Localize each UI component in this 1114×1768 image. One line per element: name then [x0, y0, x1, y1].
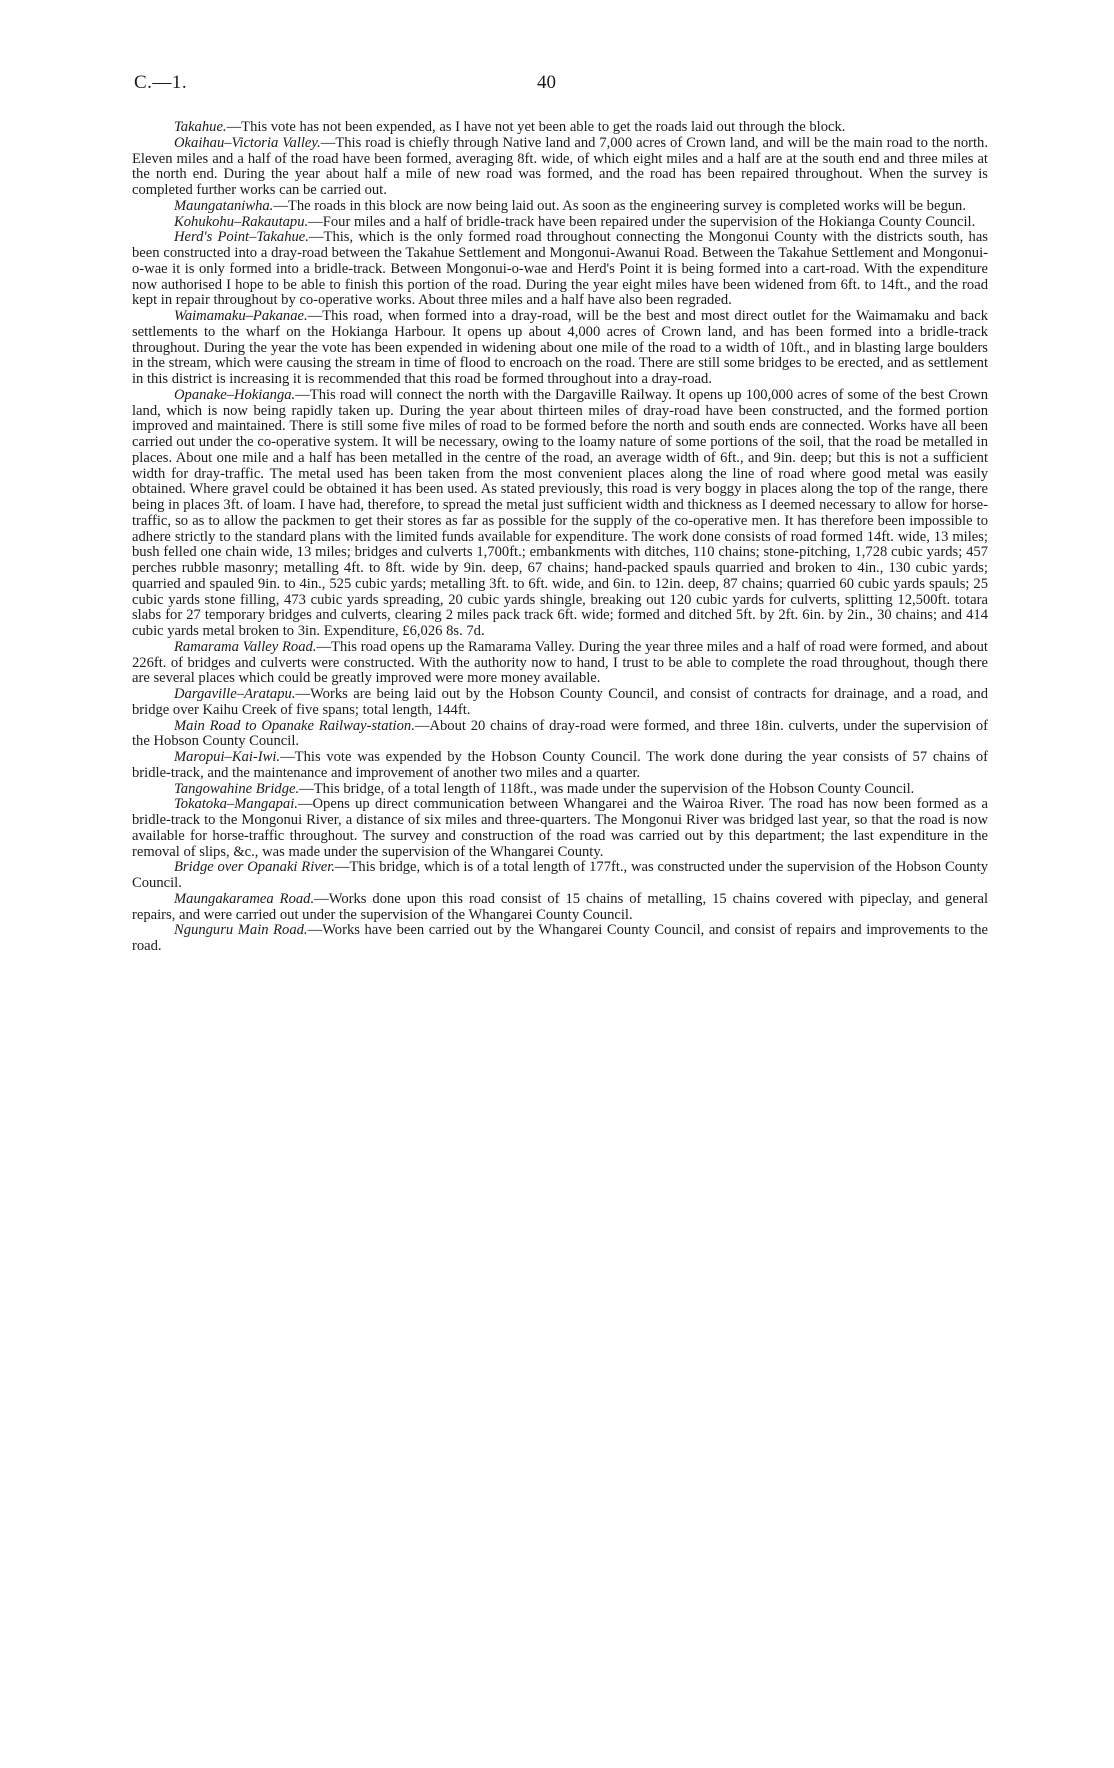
paragraph-text: —This bridge, which is of a total length of 177ft., was constructed under the supervision of the Hobson County Council.: [132, 859, 988, 891]
paragraph-ngunguru-main-road: [132, 923, 988, 955]
paragraph-heading: Maungataniwha.: [174, 197, 274, 214]
paragraph-okaihau-victoria-valley: [132, 136, 988, 199]
paragraph-opanake-hokianga: [132, 388, 988, 640]
paragraph-heading: Bridge over Opanaki River.: [174, 859, 335, 876]
page-header: [134, 72, 984, 98]
paragraph-heading: Opanake–Hokianga.: [174, 386, 296, 403]
paragraph-text: —This vote has not been expended, as I have not yet been able to get the roads laid out through the block.: [226, 119, 846, 135]
page-number: 40: [537, 72, 556, 93]
paragraph-text: —About 20 chains of dray-road were formed, and three 18in. culverts, under the supervision of the Hobson County Council.: [132, 717, 988, 750]
report-body: [132, 120, 988, 955]
paragraph-heading: Herd's Point–Takahue.: [174, 229, 309, 246]
paragraph-heading: Maropui–Kai-Iwi.: [174, 749, 281, 765]
paragraph-ramarama-valley-road: [132, 640, 988, 687]
paragraph-text: —Works done upon this road consist of 15 chains of metalling, 15 chains covered with pipeclay, and general repairs, and were carried out under the supervision of the Whangarei County Council.: [132, 890, 988, 923]
paragraph-text: —This bridge, of a total length of 118ft., was made under the supervision of the Hobson County Council.: [299, 780, 915, 797]
paragraph-text: —Opens up direct communication between Whangarei and the Wairoa River. The road has now been formed as a bridle-track to the Mongonui River, a distance of six miles and three-quarters. The Mongonui River was bridged last year, so that the road is now available for horse-traffic throughout. The survey and construction of the road was carried out by this department; the last expenditure in the removal of slips, &c., was made under the supervision of the Whangarei County.: [132, 796, 988, 860]
paragraph-text: —This vote was expended by the Hobson County Council. The work done during the year consists of 57 chains of bridle-track, and the maintenance and improvement of another two miles and a quarter.: [132, 749, 988, 781]
paragraph-text: —This road opens up the Ramarama Valley. During the year three miles and a half of road were formed, and about 226ft. of bridges and culverts were constructed. With the authority now to hand, I trust to be able to complete the road throughout, though there are several places which could be greatly improved were more money available.: [132, 638, 988, 687]
paragraph-text: —This road is chiefly through Native land and 7,000 acres of Crown land, and will be the main road to the north. Eleven miles and a half of the road have been formed, averaging 8ft. wide, of which eight miles and a half are at the south end and three miles at the north end. During the year about half a mile of new road was formed, and the road has been repaired throughout. When the survey is completed further works can be carried out.: [132, 134, 989, 198]
paragraph-heading: Waimamaku–Pakanae.: [174, 308, 308, 324]
paragraph-bridge-over-opanaki-river: [132, 860, 988, 892]
paragraph-text: —This road will connect the north with the Dargaville Railway. It opens up 100,000 acres of some of the best Crown land, which is now being rapidly taken up. During the year about thirteen miles of dray-road have been constructed, and the formed portion improved and maintained. There is still some five miles of road to be formed before the north and south ends are connected. Works have all been carried out under the co-operative system. It will be necessary, owing to the loamy nature of some portions of the soil, that the road be metalled in places. About one mile and a half has been metalled in the centre of the road, an average width of 6ft., and 9in. deep; but this is not a sufficient width for dray-traffic. The metal used has been taken from the most convenient places along the line of road where good metal was easily obtained. Where gravel could be obtained it has been used. As stated previously, this road is very boggy in places along the top of the range, there being in places 3ft. of loam. I have had, therefore, to spread the metal just sufficient width and thickness as I deemed necessary to allow for horse-traffic, so as to allow the packmen to get their stores as far as possible for the supply of the co-operative men. It has therefore been impossible to adhere strictly to the standard plans with the limited funds available for expenditure. The work done consists of road formed 14ft. wide, 13 miles; bush felled one chain wide, 13 miles; bridges and culverts 1,700ft.; embankments with ditches, 110 chains; stone-pitching, 1,728 cubic yards; 457 perches rubble masonry; metalling 4ft. to 8ft. wide by 9in. deep, 67 chains; hand-packed spauls quarried and broken to 4in., 130 cubic yards; quarried and spauled 9in. to 4in., 525 cubic yards; metalling 3ft. to 6ft. wide, and 6in. to 12in. deep, 87 chains; quarried 60 cubic yards spauls; 25 cubic yards stone filling, 473 cubic yards spreading, 20 cubic yards shingle, breaking out 120 cubic yards for culverts, splitting 12,500ft. totara slabs for 27 temporary bridges and culverts, clearing 2 miles pack track 6ft. wide; formed and ditched 5ft. by 2ft. 6in. by 2in., 30 chains; and 414 cubic yards metal broken to 3in. Expenditure, £6,026 8s. 7d.: [132, 386, 988, 639]
paragraph-heading: Takahue.: [174, 119, 227, 135]
paragraph-kohukohu-rakautapu: [132, 215, 988, 231]
paragraph-heading: Dargaville–Aratapu.: [174, 686, 296, 702]
paragraph-maungataniwha: [132, 199, 988, 215]
paragraph-takahue: [132, 120, 988, 136]
paragraph-text: —This, which is the only formed road throughout connecting the Mongonui County with the districts south, has been constructed into a dray-road between the Takahue Settlement and Mongonui-Awanui Road. Between the Takahue Settlement and Mongonui-o-wae it is only formed into a bridle-track. Between Mongonui-o-wae and Herd's Point it is being formed into a cart-road. With the expenditure now authorised I hope to be able to finish this portion of the road. During the year eight miles have been widened from 6ft. to 14ft., and the road kept in repair throughout by co-operative works. About three miles and a half have also been regraded.: [132, 229, 988, 309]
paragraph-heading: Okaihau–Victoria Valley.: [174, 134, 321, 151]
paragraph-text: —The roads in this block are now being laid out. As soon as the engineering survey is completed works will be begun.: [273, 197, 966, 214]
paragraph-main-road-opanake-railway-station: [132, 719, 988, 751]
paragraph-text: —This road, when formed into a dray-road, will be the best and most direct outlet for the Waimamaku and back settlements to the wharf on the Hokianga Harbour. It opens up about 4,000 acres of Crown land, and has been formed into a bridle-track throughout. During the year the vote has been expended in widening about one mile of the road to a width of 10ft., and in blasting large boulders in the stream, which were causing the stream in time of flood to encroach on the road. There are still some bridges to be erected, and as settlement in this district is increasing it is recommended that this road be formed throughout into a dray-road.: [132, 308, 988, 387]
paragraph-waimamaku-pakanae: [132, 309, 988, 388]
paragraph-heading: Maungakaramea Road.: [174, 890, 315, 907]
paragraph-text: —Four miles and a half of bridle-track have been repaired under the supervision of the Hokianga County Council.: [308, 213, 976, 230]
paragraph-heading: Ramarama Valley Road.: [174, 638, 317, 655]
paragraph-heading: Ngunguru Main Road.: [174, 922, 308, 939]
paragraph-herds-point-takahue: [132, 230, 988, 309]
paragraph-tangowahine-bridge: [132, 782, 988, 798]
paragraph-dargaville-aratapu: [132, 687, 988, 719]
paragraph-heading: Tokatoka–Mangapai.: [174, 796, 298, 813]
paragraph-heading: Kohukohu–Rakautapu.: [174, 213, 309, 230]
paragraph-tokatoka-mangapai: [132, 797, 988, 860]
paragraph-text: —Works have been carried out by the Whangarei County Council, and consist of repairs and improvements to the road.: [132, 922, 989, 954]
paragraph-maungakaramea-road: [132, 892, 988, 924]
paragraph-maropui-kai-iwi: [132, 750, 988, 782]
paragraph-heading: Tangowahine Bridge.: [174, 780, 300, 797]
document-reference: C.—1.: [134, 72, 188, 93]
paragraph-text: —Works are being laid out by the Hobson County Council, and consist of contracts for drainage, and a road, and bridge over Kaihu Creek of five spans; total length, 144ft.: [132, 686, 988, 718]
paragraph-heading: Main Road to Opanake Railway-station.: [174, 717, 415, 734]
